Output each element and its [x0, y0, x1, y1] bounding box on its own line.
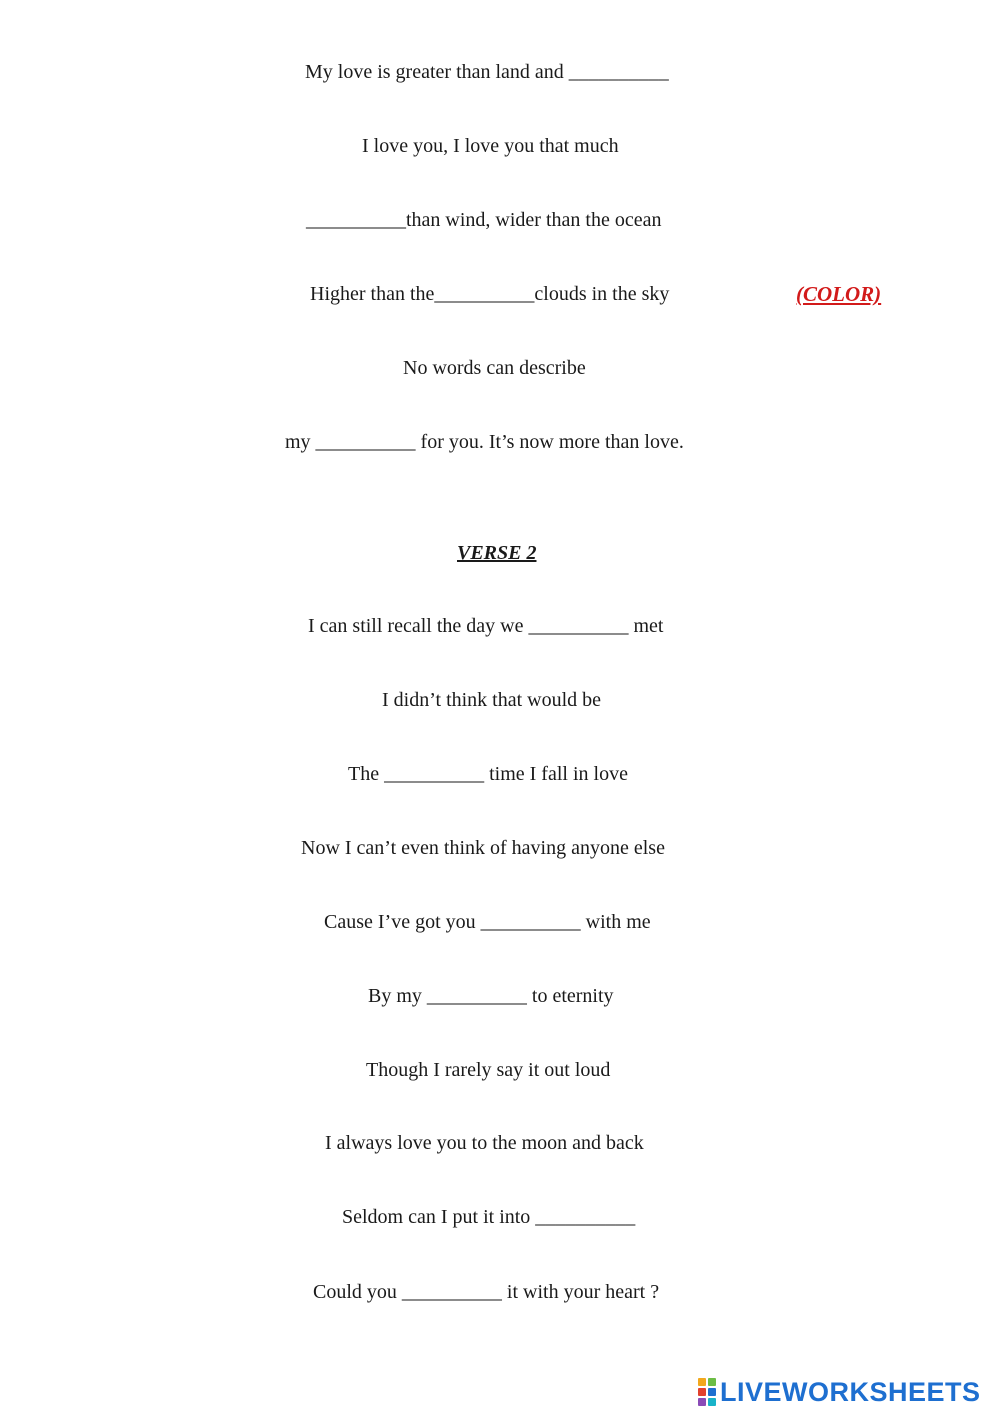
lyric-line: I love you, I love you that much [362, 135, 619, 157]
lyric-line: I can still recall the day we __________ met [308, 615, 664, 637]
lyric-line: __________than wind, wider than the ocean [306, 209, 662, 231]
lyric-line: Seldom can I put it into __________ [342, 1206, 636, 1228]
lyric-line: By my __________ to eternity [368, 985, 614, 1007]
lyric-line: No words can describe [403, 357, 586, 379]
lyric-line: Though I rarely say it out loud [366, 1059, 611, 1081]
logo-square [708, 1388, 716, 1396]
logo-square [708, 1378, 716, 1386]
lyric-line: I didn’t think that would be [382, 689, 602, 711]
lyric-line: Cause I’ve got you __________ with me [324, 911, 651, 933]
logo-square [708, 1398, 716, 1406]
logo-square [698, 1398, 706, 1406]
logo-square [698, 1388, 706, 1396]
lyric-line: My love is greater than land and __________ [305, 61, 669, 83]
liveworksheets-logo [698, 1377, 981, 1407]
lyric-line: I always love you to the moon and back [325, 1132, 644, 1154]
lyric-line: The __________ time I fall in love [348, 763, 628, 785]
liveworksheets-text: LIVEWORKSHEETS [720, 1377, 981, 1407]
lyric-line: my __________ for you. It’s now more than love. [285, 431, 684, 453]
verse-heading: VERSE 2 [457, 542, 537, 564]
lyric-line: Higher than the__________clouds in the sky [310, 283, 670, 305]
lyric-line: Now I can’t even think of having anyone else [301, 837, 665, 859]
color-hint: (COLOR) [796, 282, 882, 306]
lyric-line: Could you __________ it with your heart ? [313, 1281, 660, 1303]
liveworksheets-icon [698, 1378, 716, 1406]
logo-square [698, 1378, 706, 1386]
